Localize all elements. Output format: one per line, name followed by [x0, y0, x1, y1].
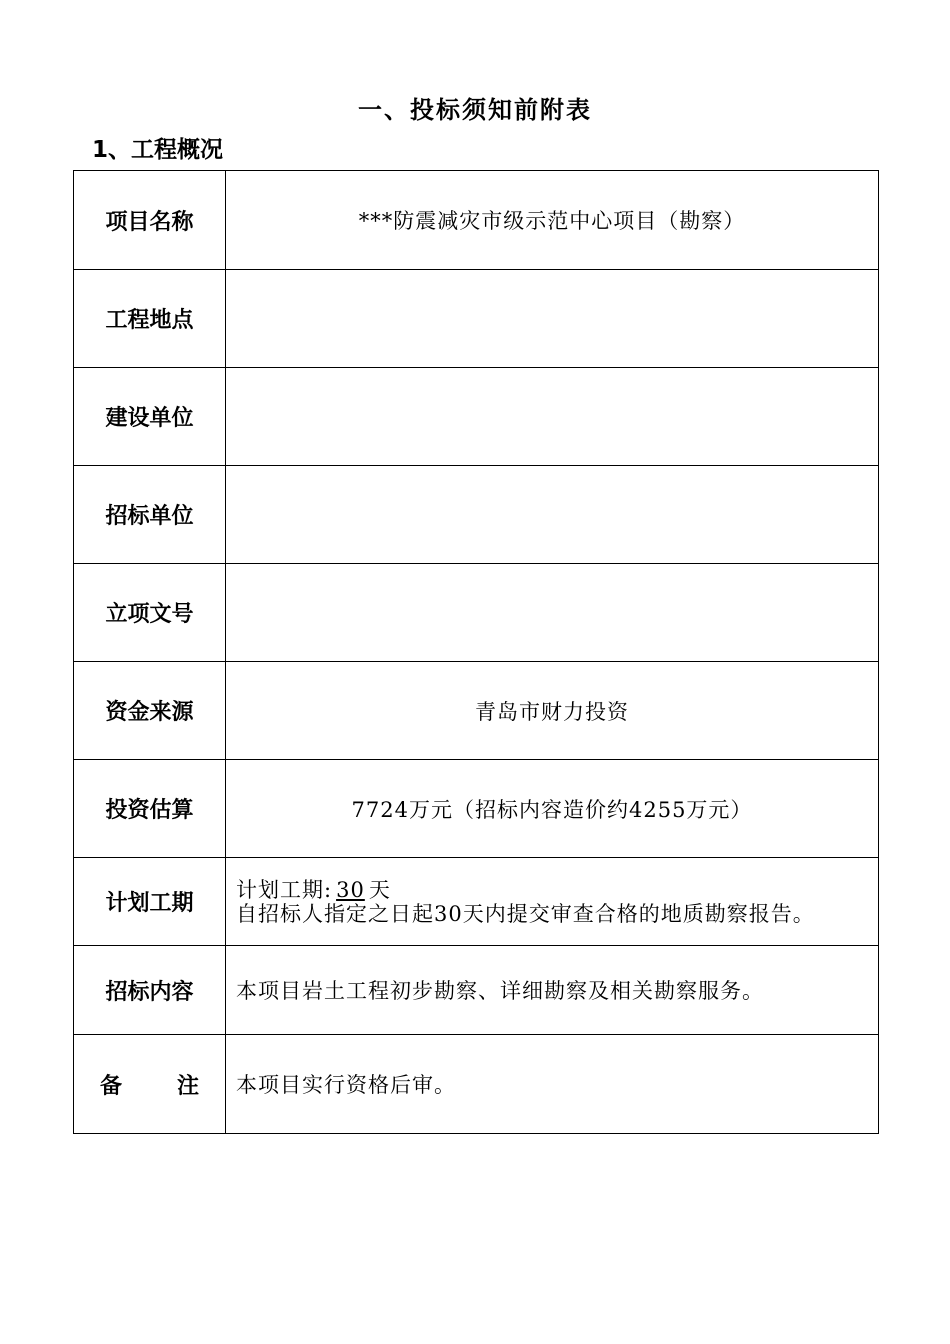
table-row-remarks	[74, 1035, 879, 1134]
value-investment: 7724万元（招标内容造价约4255万元）	[226, 760, 879, 858]
label-project-name: 项目名称	[74, 171, 226, 270]
value-funding: 青岛市财力投资	[226, 662, 879, 760]
table-row-tenderer	[74, 466, 879, 564]
value-owner	[226, 368, 879, 466]
value-tenderer	[226, 466, 879, 564]
table-row-schedule	[74, 858, 879, 946]
schedule-period-line	[236, 878, 868, 902]
label-location: 工程地点	[74, 270, 226, 368]
schedule-detail: 自招标人指定之日起30天内提交审查合格的地质勘察报告。	[236, 901, 815, 926]
schedule-days: 30	[336, 877, 365, 902]
table-row-location	[74, 270, 879, 368]
table-row-approval	[74, 564, 879, 662]
table-row-investment	[74, 760, 879, 858]
table-row-owner	[74, 368, 879, 466]
label-scope: 招标内容	[74, 946, 226, 1035]
schedule-prefix: 计划工期:	[236, 877, 333, 902]
value-remarks: 本项目实行资格后审。	[226, 1035, 879, 1134]
value-approval	[226, 564, 879, 662]
table-row-funding	[74, 662, 879, 760]
value-scope: 本项目岩土工程初步勘察、详细勘察及相关勘察服务。	[226, 946, 879, 1035]
label-remarks-left: 备	[100, 1073, 123, 1099]
label-schedule: 计划工期	[74, 858, 226, 946]
table-row-project-name	[74, 171, 879, 270]
table-row-scope	[74, 946, 879, 1035]
value-location	[226, 270, 879, 368]
document-title: 一、投标须知前附表	[358, 96, 592, 124]
project-overview-table	[73, 170, 879, 1134]
label-remarks-right: 注	[176, 1073, 199, 1099]
label-investment: 投资估算	[74, 760, 226, 858]
label-owner: 建设单位	[74, 368, 226, 466]
label-approval: 立项文号	[74, 564, 226, 662]
label-funding: 资金来源	[74, 662, 226, 760]
schedule-unit: 天	[368, 877, 391, 902]
section-heading: 1、工程概况	[92, 137, 224, 163]
label-remarks	[74, 1035, 226, 1134]
value-project-name: ***防震减灾市级示范中心项目（勘察）	[226, 171, 879, 270]
label-tenderer: 招标单位	[74, 466, 226, 564]
value-schedule	[226, 858, 879, 946]
